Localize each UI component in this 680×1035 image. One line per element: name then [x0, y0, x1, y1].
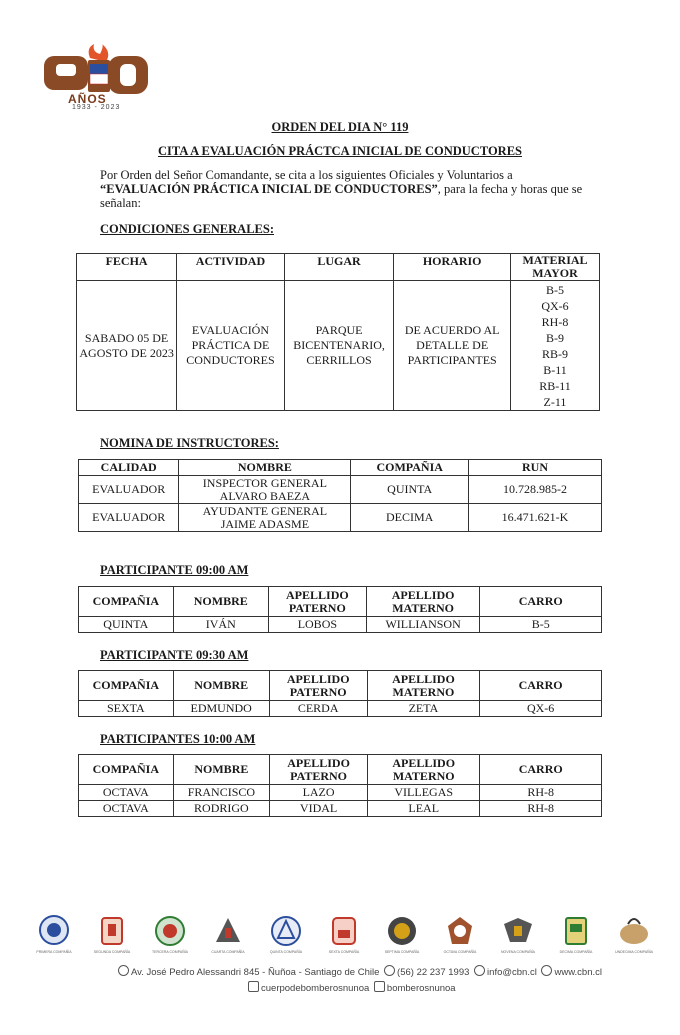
- material-item: RH-8: [541, 314, 569, 329]
- phone-icon: [384, 965, 395, 976]
- th-calidad: CALIDAD: [79, 460, 179, 476]
- instagram-icon: [374, 981, 385, 992]
- th-lugar: LUGAR: [284, 254, 394, 281]
- document-title: CITA A EVALUACIÓN PRÁCTCA INICIAL DE CONDUCTORES: [158, 144, 522, 158]
- cell-paterno: LOBOS: [268, 617, 366, 633]
- th-nombre: NOMBRE: [173, 587, 268, 617]
- material-item: B-5: [546, 282, 564, 297]
- th-compania: COMPAÑIA: [351, 460, 469, 476]
- th-paterno: APELLIDO PATERNO: [269, 671, 367, 701]
- th-material: MATERIAL MAYOR: [511, 254, 600, 281]
- cell-run: 16.471.621-K: [469, 504, 602, 532]
- emblem-undecima-icon: [618, 914, 650, 948]
- material-item: B-11: [543, 362, 567, 377]
- table-row: [79, 785, 602, 801]
- cell-horario: DE ACUERDO AL DETALLE DE PARTICIPANTES: [394, 281, 511, 411]
- th-horario: HORARIO: [394, 254, 511, 281]
- nombre-line: INSPECTOR GENERAL: [202, 475, 327, 490]
- cell-nombre: FRANCISCO: [173, 785, 270, 801]
- footer-phone: (56) 22 237 1993: [397, 967, 470, 978]
- order-number: ORDEN DEL DIA N° 119: [271, 120, 409, 134]
- cell-nombre: EDMUNDO: [173, 701, 269, 717]
- cell-lugar: PARQUE BICENTENARIO, CERRILLOS: [284, 281, 394, 411]
- logo-years-label: 1933 - 2023: [72, 104, 121, 111]
- footer-social-line: [246, 981, 456, 994]
- cell-nombre: RODRIGO: [173, 801, 270, 817]
- footer-contact-line: [116, 965, 602, 978]
- th-carro: CARRO: [480, 671, 602, 701]
- cell-compania: QUINTA: [79, 617, 174, 633]
- company-emblems: [38, 914, 658, 954]
- material-item: RB-9: [541, 346, 568, 361]
- th-materno: APELLIDO MATERNO: [368, 755, 480, 785]
- th-carro: CARRO: [480, 755, 602, 785]
- cell-materno: VILLEGAS: [368, 785, 480, 801]
- cell-nombre: [179, 504, 351, 532]
- emblem-decima-icon: [560, 914, 592, 948]
- emblem-label: DECIMA COMPAÑÍA: [559, 950, 593, 954]
- th-compania: COMPAÑIA: [79, 587, 174, 617]
- emblem-segunda-icon: [96, 914, 128, 948]
- intro-line1: Por Orden del Señor Comandante, se cita a los siguientes Oficiales y Voluntarios a: [100, 168, 513, 182]
- cell-compania: OCTAVA: [79, 801, 174, 817]
- table-row: [79, 701, 602, 717]
- cell-carro: RH-8: [480, 785, 602, 801]
- footer-email[interactable]: info@cbn.cl: [487, 967, 537, 978]
- emblem-label: UNDECIMA COMPAÑÍA: [615, 950, 653, 954]
- cell-carro: RH-8: [480, 801, 602, 817]
- cell-compania: SEXTA: [79, 701, 174, 717]
- material-item: QX-6: [541, 298, 569, 313]
- material-item: Z-11: [543, 394, 567, 409]
- emblem-label: SEPTIMA COMPAÑÍA: [384, 950, 420, 954]
- cell-compania: QUINTA: [351, 476, 469, 504]
- th-nombre: NOMBRE: [173, 671, 269, 701]
- cell-fecha: SABADO 05 DE AGOSTO DE 2023: [77, 281, 177, 411]
- emblem-label: CUARTA COMPAÑÍA: [211, 950, 245, 954]
- table-row: [79, 801, 602, 817]
- emblem-label: OCTAVA COMPAÑÍA: [443, 950, 477, 954]
- logo-anos-label: AÑOS: [68, 92, 107, 106]
- location-icon: [118, 965, 129, 976]
- th-nombre: NOMBRE: [173, 755, 270, 785]
- th-paterno: APELLIDO PATERNO: [270, 755, 368, 785]
- th-run: RUN: [469, 460, 602, 476]
- cell-calidad: EVALUADOR: [79, 504, 179, 532]
- general-heading: CONDICIONES GENERALES:: [100, 222, 274, 236]
- emblem-label: SEGUNDA COMPAÑÍA: [93, 950, 131, 954]
- material-item: RB-11: [539, 378, 571, 393]
- cell-nombre: [179, 476, 351, 504]
- group-heading: PARTICIPANTE 09:00 AM: [100, 563, 249, 577]
- table-row: [79, 504, 602, 532]
- web-icon: [541, 965, 552, 976]
- footer-instagram[interactable]: bomberosnunoa: [386, 983, 456, 994]
- footer-facebook[interactable]: cuerpodebomberosnunoa: [261, 983, 370, 994]
- emblem-sexta-icon: [328, 914, 360, 948]
- emblem-label: PRIMERA COMPAÑÍA: [36, 950, 72, 954]
- participants-table: [78, 586, 602, 633]
- intro-bold: “EVALUACIÓN PRÁCTICA INICIAL DE CONDUCTORES”: [100, 182, 438, 196]
- table-row: [79, 476, 602, 504]
- th-actividad: ACTIVIDAD: [177, 254, 285, 281]
- intro-line2: , para la fecha y horas que se: [437, 182, 583, 196]
- th-nombre: NOMBRE: [179, 460, 351, 476]
- cell-carro: QX-6: [480, 701, 602, 717]
- cell-materno: WILLIANSON: [366, 617, 480, 633]
- emblem-label: TERCERA COMPAÑÍA: [152, 950, 188, 954]
- cell-nombre: IVÁN: [173, 617, 268, 633]
- group-heading: PARTICIPANTE 09:30 AM: [100, 648, 249, 662]
- emblem-label: SEXTA COMPAÑÍA: [328, 950, 360, 954]
- cell-paterno: VIDAL: [270, 801, 368, 817]
- emblem-quinta-icon: [270, 914, 302, 948]
- facebook-icon: [248, 981, 259, 992]
- cell-materno: ZETA: [367, 701, 480, 717]
- cell-paterno: LAZO: [270, 785, 368, 801]
- group-heading: PARTICIPANTES 10:00 AM: [100, 732, 256, 746]
- cell-compania: OCTAVA: [79, 785, 174, 801]
- emblem-cuarta-icon: [212, 914, 244, 948]
- cell-run: 10.728.985-2: [469, 476, 602, 504]
- intro-line3: señalan:: [100, 196, 141, 210]
- emblem-septima-icon: [386, 914, 418, 948]
- cell-carro: B-5: [480, 617, 602, 633]
- nombre-line: AYUDANTE GENERAL: [202, 503, 328, 518]
- th-compania: COMPAÑIA: [79, 671, 174, 701]
- cell-calidad: EVALUADOR: [79, 476, 179, 504]
- emblem-novena-icon: [502, 914, 534, 948]
- th-materno: APELLIDO MATERNO: [366, 587, 480, 617]
- th-compania: COMPAÑIA: [79, 755, 174, 785]
- participants-table: [78, 754, 602, 817]
- table-row: [79, 617, 602, 633]
- emblem-label: QUINTA COMPAÑÍA: [269, 950, 303, 954]
- instructors-table: [78, 459, 602, 532]
- email-icon: [474, 965, 485, 976]
- th-fecha: FECHA: [77, 254, 177, 281]
- emblem-tercera-icon: [154, 914, 186, 948]
- footer-web[interactable]: www.cbn.cl: [554, 967, 602, 978]
- cell-materno: LEAL: [368, 801, 480, 817]
- th-paterno: APELLIDO PATERNO: [268, 587, 366, 617]
- intro-paragraph: [100, 168, 600, 210]
- cell-compania: DECIMA: [351, 504, 469, 532]
- emblem-label: NOVENA COMPAÑÍA: [501, 950, 535, 954]
- participants-table: [78, 670, 602, 717]
- cell-actividad: EVALUACIÓN PRÁCTICA DE CONDUCTORES: [177, 281, 285, 411]
- nombre-line: JAIME ADASME: [220, 516, 310, 531]
- emblem-primera-icon: [38, 914, 70, 948]
- cell-material: [511, 281, 600, 411]
- footer-address: Av. José Pedro Alessandri 845 - Ñuñoa - Santiago de Chile: [131, 967, 380, 978]
- material-item: B-9: [546, 330, 564, 345]
- th-materno: APELLIDO MATERNO: [367, 671, 480, 701]
- instructors-heading: NOMINA DE INSTRUCTORES:: [100, 436, 279, 450]
- th-carro: CARRO: [480, 587, 602, 617]
- nombre-line: ALVARO BAEZA: [219, 488, 311, 503]
- emblem-octava-icon: [444, 914, 476, 948]
- cell-paterno: CERDA: [269, 701, 367, 717]
- general-table: [76, 253, 600, 411]
